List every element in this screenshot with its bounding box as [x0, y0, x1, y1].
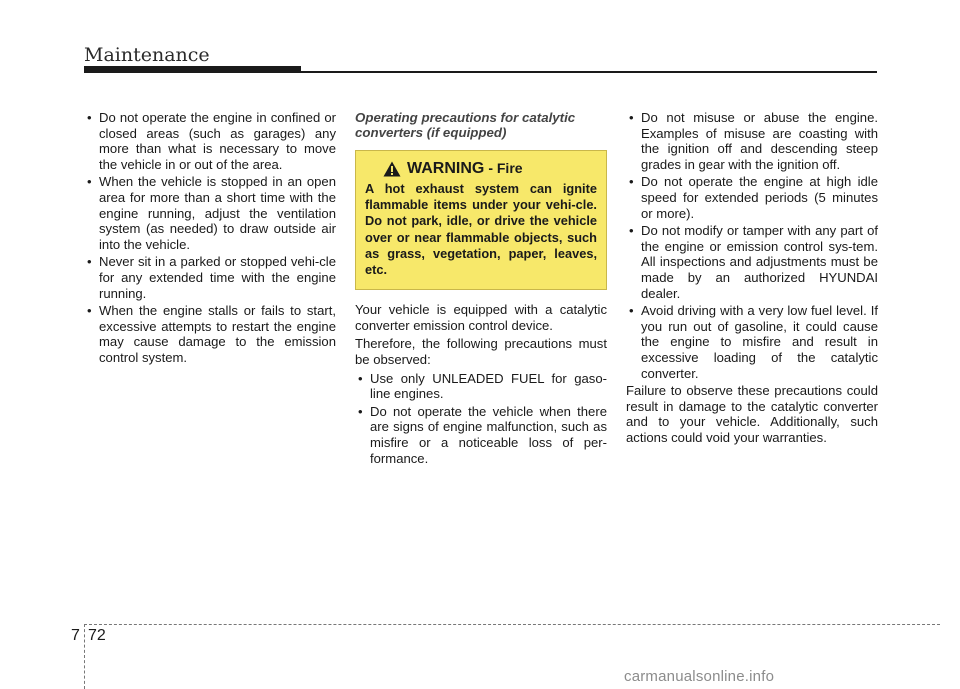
bullet-list	[84, 110, 336, 366]
section-title: Maintenance	[84, 44, 210, 66]
footer-divider	[84, 624, 85, 689]
warning-text: A hot exhaust system can ignite flammable items under your vehi-cle. Do not park, idle, or drive the vehicle over or near flammable objects, such as grass, vegetation, paper, leaves, etc.	[365, 181, 597, 278]
list-item: • When the vehicle is stopped in an open area for more than a short time with the engine running, adjust the ventilation system (as needed) to draw outside air into the vehicle.	[84, 174, 336, 252]
bullet-list	[355, 371, 607, 467]
subsection-heading: Operating precautions for catalytic converters (if equipped)	[355, 110, 576, 140]
paragraph: Therefore, the following precautions must be observed:	[355, 336, 607, 367]
warning-box	[355, 150, 607, 290]
warning-header	[365, 161, 597, 177]
warning-label: WARNING	[407, 160, 485, 178]
column-right	[626, 110, 878, 448]
list-item: • Do not operate the engine in confined or closed areas (such as garages) any more than what is necessary to move the vehicle in or out of the area.	[84, 110, 336, 172]
list-item: • Do not misuse or abuse the engine. Examples of misuse are coasting with the ignition off and descending steep grades in gear with the ignition off.	[626, 110, 878, 172]
header-rule	[301, 71, 877, 73]
list-item: • Do not operate the vehicle when there are signs of engine malfunction, such as misfire or a noticeable loss of per-formance.	[355, 404, 607, 466]
list-item: • Use only UNLEADED FUEL for gaso-line engines.	[355, 371, 607, 402]
chapter-number: 7	[71, 627, 80, 644]
list-item: • Do not operate the engine at high idle speed for extended periods (5 minutes or more).	[626, 174, 878, 221]
list-item: • Do not modify or tamper with any part of the engine or emission control sys-tem. All inspections and adjustments must be made by an authorized HYUNDAI dealer.	[626, 223, 878, 301]
paragraph: Your vehicle is equipped with a catalytic converter emission control device.	[355, 302, 607, 333]
header-bar	[84, 66, 301, 73]
paragraph: Failure to observe these precautions could result in damage to the catalytic converter and to your vehicle. Additionally, such actions could void your warranties.	[626, 383, 878, 445]
column-middle	[355, 110, 607, 468]
warning-triangle-icon	[383, 161, 401, 177]
warning-subtitle: - Fire	[488, 160, 523, 177]
bullet-list	[626, 110, 878, 381]
watermark: carmanualsonline.info	[624, 668, 775, 685]
list-item: • Never sit in a parked or stopped vehi-cle for any extended time with the engine running.	[84, 254, 336, 301]
page-number: 72	[88, 627, 106, 644]
column-left	[84, 110, 336, 368]
list-item: • Avoid driving with a very low fuel level. If you run out of gasoline, it could cause the engine to misfire and result in excessive loading of the catalytic converter.	[626, 303, 878, 381]
list-item: • When the engine stalls or fails to start, excessive attempts to restart the engine may cause damage to the emission control system.	[84, 303, 336, 365]
footer-rule	[84, 624, 940, 625]
